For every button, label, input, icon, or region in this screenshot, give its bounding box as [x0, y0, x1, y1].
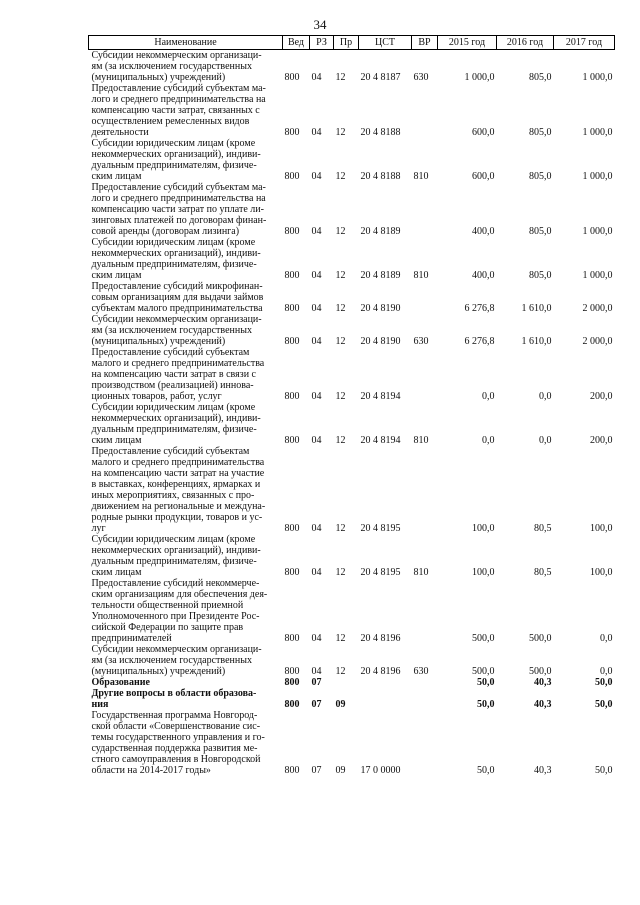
- row-rz: 07: [311, 765, 322, 776]
- table-row: [89, 347, 615, 402]
- row-cst: 20 4 8188: [360, 171, 401, 182]
- row-value-2016: 805,0: [529, 127, 552, 138]
- row-vr: [412, 83, 438, 138]
- row-cst: 20 4 8194: [360, 435, 401, 446]
- table-row: [89, 182, 615, 237]
- row-vr: 630: [413, 666, 429, 677]
- row-ved: 800: [284, 677, 300, 688]
- column-header-2015: 2015 год: [438, 36, 497, 50]
- row-value-2015: 100,0: [472, 523, 495, 534]
- row-rz: 04: [311, 391, 322, 402]
- row-rz: 04: [311, 336, 322, 347]
- row-cst: 20 4 8188: [360, 127, 401, 138]
- row-vr: 810: [413, 567, 429, 578]
- column-header-pr: Пр: [334, 36, 359, 50]
- table-row: [89, 578, 615, 644]
- table-row: [89, 402, 615, 446]
- row-value-2016: 500,0: [529, 633, 552, 644]
- row-cst: 20 4 8190: [360, 303, 401, 314]
- row-rz: 04: [311, 567, 322, 578]
- row-cst: 20 4 8187: [360, 72, 401, 83]
- row-cst: 20 4 8195: [360, 567, 401, 578]
- row-value-2016: 80,5: [534, 523, 552, 534]
- row-vr: 630: [413, 72, 429, 83]
- row-cst: 17 0 0000: [360, 765, 401, 776]
- row-value-2016: 805,0: [529, 270, 552, 281]
- row-vr: 810: [413, 435, 429, 446]
- row-cst: 20 4 8196: [360, 633, 401, 644]
- row-pr: 12: [335, 435, 346, 446]
- row-value-2015: 600,0: [472, 171, 495, 182]
- row-pr: 09: [335, 699, 346, 710]
- column-header-ved: Вед: [283, 36, 310, 50]
- row-name: Субсидии некоммерческим организаци- ям (за исключением государственных (муниципальных) учреждений): [91, 50, 262, 83]
- row-pr: 12: [335, 391, 346, 402]
- row-rz: 07: [311, 677, 322, 688]
- table-row: [89, 534, 615, 578]
- row-value-2017: 0,0: [600, 633, 613, 644]
- row-name: Предоставление субсидий субъектам ма- лого и среднего предпринимательства на компенсацию части затрат по уплате ли- зинговых платежей по договорам финан- совой аренды (договорам лизинга): [91, 182, 267, 237]
- row-ved: 800: [284, 523, 300, 534]
- row-pr: 12: [335, 72, 346, 83]
- row-value-2017: 100,0: [590, 523, 613, 534]
- page-number: 34: [313, 17, 327, 32]
- row-name: Предоставление субсидий субъектам малого и среднего предпринимательства на компенсацию части затрат в связи с производством (реализацией) иннова- ционных товаров, работ, услуг: [91, 347, 265, 402]
- row-ved: 800: [284, 336, 300, 347]
- row-vr: [412, 347, 438, 402]
- row-value-2017: 1 000,0: [582, 171, 613, 182]
- row-cst: 20 4 8194: [360, 391, 401, 402]
- row-value-2015: 50,0: [477, 677, 495, 688]
- row-value-2015: 0,0: [482, 435, 495, 446]
- row-ved: 800: [284, 699, 300, 710]
- row-vr: 810: [413, 270, 429, 281]
- column-header-rz: РЗ: [310, 36, 334, 50]
- row-value-2015: 6 276,8: [464, 336, 495, 347]
- row-ved: 800: [284, 633, 300, 644]
- row-pr: 12: [335, 226, 346, 237]
- row-value-2017: 0,0: [600, 666, 613, 677]
- column-header-cst: ЦСТ: [359, 36, 412, 50]
- row-rz: 04: [311, 270, 322, 281]
- row-vr: [412, 578, 438, 644]
- row-pr: 12: [335, 303, 346, 314]
- row-pr: [334, 677, 359, 688]
- row-value-2015: 500,0: [472, 666, 495, 677]
- row-value-2017: 1 000,0: [582, 270, 613, 281]
- row-name: Предоставление субсидий некоммерче- ским организациям для обеспечения дея- тельности общественной приемной Уполномоченного при Президенте Рос- сийской Федерации по защите прав предпринимателей: [91, 578, 268, 644]
- row-name: Образование: [91, 677, 150, 688]
- budget-table: [88, 35, 615, 776]
- row-pr: 12: [335, 567, 346, 578]
- row-value-2016: 40,3: [534, 765, 552, 776]
- row-ved: 800: [284, 127, 300, 138]
- row-vr: [412, 688, 438, 710]
- row-value-2015: 50,0: [477, 765, 495, 776]
- table-row: [89, 138, 615, 182]
- row-rz: 04: [311, 523, 322, 534]
- row-name: Субсидии юридическим лицам (кроме некоммерческих организаций), индиви- дуальным предпринимателям, физиче- ским лицам: [91, 237, 261, 281]
- row-name: Предоставление субсидий микрофинан- совым организациям для выдачи займов субъектам малого предпринимательства: [91, 281, 264, 314]
- row-vr: [412, 677, 438, 688]
- row-ved: 800: [284, 391, 300, 402]
- row-ved: 800: [284, 72, 300, 83]
- row-value-2016: 1 610,0: [521, 336, 552, 347]
- row-value-2017: 50,0: [595, 699, 613, 710]
- row-value-2015: 100,0: [472, 567, 495, 578]
- row-vr: [412, 710, 438, 776]
- row-ved: 800: [284, 567, 300, 578]
- row-value-2017: 2 000,0: [582, 336, 613, 347]
- row-cst: 20 4 8196: [360, 666, 401, 677]
- row-rz: 04: [311, 666, 322, 677]
- row-rz: 04: [311, 72, 322, 83]
- row-name: Предоставление субсидий субъектам ма- лого и среднего предпринимательства на компенсацию части затрат, связанных с осуществлением ремесленных видов деятельности: [91, 83, 266, 138]
- row-rz: 04: [311, 226, 322, 237]
- row-value-2017: 1 000,0: [582, 127, 613, 138]
- row-name: Субсидии некоммерческим организаци- ям (за исключением государственных (муниципальных) учреждений): [91, 644, 262, 677]
- table-body: [89, 50, 615, 777]
- column-header-2016: 2016 год: [497, 36, 554, 50]
- row-cst: 20 4 8190: [360, 336, 401, 347]
- row-value-2016: 805,0: [529, 72, 552, 83]
- row-value-2017: 50,0: [595, 765, 613, 776]
- table-row: [89, 50, 615, 84]
- table-header: [89, 36, 615, 50]
- row-rz: 04: [311, 127, 322, 138]
- row-vr: 630: [413, 336, 429, 347]
- row-rz: 04: [311, 303, 322, 314]
- row-pr: 12: [335, 171, 346, 182]
- row-value-2015: 50,0: [477, 699, 495, 710]
- row-value-2016: 1 610,0: [521, 303, 552, 314]
- row-pr: 12: [335, 633, 346, 644]
- row-cst: 20 4 8189: [360, 226, 401, 237]
- table-row: [89, 710, 615, 776]
- row-rz: 04: [311, 171, 322, 182]
- row-value-2016: 0,0: [539, 435, 552, 446]
- row-vr: [412, 446, 438, 534]
- row-value-2016: 40,3: [534, 677, 552, 688]
- row-ved: 800: [284, 270, 300, 281]
- row-value-2017: 1 000,0: [582, 72, 613, 83]
- column-header-vr: ВР: [412, 36, 438, 50]
- row-value-2016: 500,0: [529, 666, 552, 677]
- row-pr: 09: [335, 765, 346, 776]
- row-ved: 800: [284, 666, 300, 677]
- row-value-2015: 0,0: [482, 391, 495, 402]
- row-pr: 12: [335, 523, 346, 534]
- row-value-2017: 200,0: [590, 391, 613, 402]
- row-vr: 810: [413, 171, 429, 182]
- row-pr: 12: [335, 666, 346, 677]
- table-row: [89, 281, 615, 314]
- table-row: [89, 314, 615, 347]
- row-cst: [359, 677, 412, 688]
- row-name: Субсидии юридическим лицам (кроме некоммерческих организаций), индиви- дуальным предпринимателям, физиче- ским лицам: [91, 534, 261, 578]
- row-ved: 800: [284, 226, 300, 237]
- row-ved: 800: [284, 171, 300, 182]
- row-value-2017: 2 000,0: [582, 303, 613, 314]
- row-value-2017: 100,0: [590, 567, 613, 578]
- row-value-2017: 200,0: [590, 435, 613, 446]
- row-value-2016: 40,3: [534, 699, 552, 710]
- row-ved: 800: [284, 435, 300, 446]
- row-pr: 12: [335, 270, 346, 281]
- row-vr: [412, 182, 438, 237]
- row-cst: [359, 688, 412, 710]
- row-rz: 04: [311, 633, 322, 644]
- row-rz: 07: [311, 699, 322, 710]
- table-row: [89, 688, 615, 710]
- row-value-2015: 400,0: [472, 270, 495, 281]
- row-value-2015: 400,0: [472, 226, 495, 237]
- row-cst: 20 4 8189: [360, 270, 401, 281]
- table-row: [89, 83, 615, 138]
- row-name: Субсидии юридическим лицам (кроме некоммерческих организаций), индиви- дуальным предпринимателям, физиче- ским лицам: [91, 138, 261, 182]
- row-name: Предоставление субсидий субъектам малого и среднего предпринимательства на компенсацию части затрат на участие в выставках, конференциях, ярмарках и иных мероприятиях, связанных с про- движением на региональные и междуна- родные рынки продукции, товаров и ус- луг: [91, 446, 266, 534]
- row-value-2016: 0,0: [539, 391, 552, 402]
- row-name: Государственная программа Новгород- ской области «Совершенствование сис- темы государственного управления и го- сударственная поддержка развития ме- стного самоуправления в Новгородской области на 2014-2017 годы»: [91, 710, 265, 776]
- row-cst: 20 4 8195: [360, 523, 401, 534]
- row-value-2016: 805,0: [529, 171, 552, 182]
- row-value-2017: 1 000,0: [582, 226, 613, 237]
- row-name: Субсидии некоммерческим организаци- ям (за исключением государственных (муниципальных) учреждений): [91, 314, 262, 347]
- table-row: [89, 644, 615, 677]
- row-value-2015: 600,0: [472, 127, 495, 138]
- row-pr: 12: [335, 336, 346, 347]
- table-row: [89, 446, 615, 534]
- row-value-2015: 6 276,8: [464, 303, 495, 314]
- table-row: [89, 237, 615, 281]
- row-ved: 800: [284, 765, 300, 776]
- column-header-2017: 2017 год: [554, 36, 615, 50]
- row-ved: 800: [284, 303, 300, 314]
- row-value-2016: 805,0: [529, 226, 552, 237]
- row-vr: [412, 281, 438, 314]
- column-header-name: Наименование: [89, 36, 283, 50]
- row-name: Другие вопросы в области образова- ния: [91, 688, 257, 710]
- row-name: Субсидии юридическим лицам (кроме некоммерческих организаций), индиви- дуальным предпринимателям, физиче- ским лицам: [91, 402, 261, 446]
- row-value-2015: 500,0: [472, 633, 495, 644]
- row-rz: 04: [311, 435, 322, 446]
- table-row: [89, 677, 615, 688]
- row-value-2016: 80,5: [534, 567, 552, 578]
- row-value-2017: 50,0: [595, 677, 613, 688]
- row-value-2015: 1 000,0: [464, 72, 495, 83]
- row-pr: 12: [335, 127, 346, 138]
